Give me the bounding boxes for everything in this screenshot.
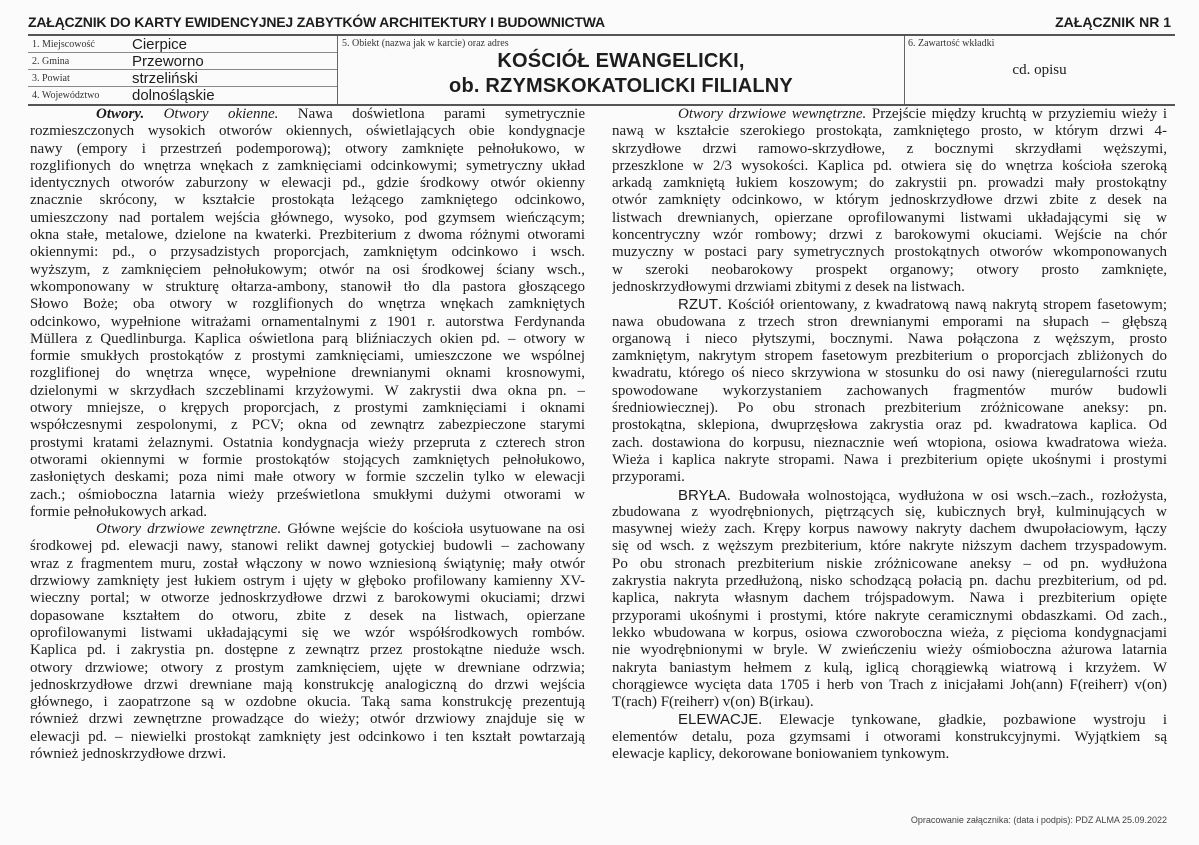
text-line: identycznych otworów zaburzony w elewacji pd., gdzie środkowy otwór okienny [30,175,585,192]
document-title: ZAŁĄCZNIK DO KARTY EWIDENCYJNEJ ZABYTKÓW ARCHITEKTURY I BUDOWNICTWA [28,14,605,30]
text-line: otworami okiennymi w formie prostokątów stojących zamkniętych pełnołukowo, [30,451,585,468]
field-value: dolnośląskie [132,87,215,104]
text-line: otwory mniejsze, o krępych proporcjach, z prostymi zamknięciami i oknami [30,400,585,417]
text-line: wraz z fragmentem muru, został włączony w nowo wzniesioną świątynię; mały otwór [30,555,585,572]
text-line: zamkniętym, nakrytym stropem fasetowym prezbiterium o proporcjach zbliżonych do [612,348,1167,365]
field-value: Przeworno [132,53,204,70]
text-line: organową i nieco płytszymi, bocznymi. Nawa połączona z węższym, prosto [612,330,1167,347]
text-line: T(rach) F(reiherr) v(on) B(irkau). [612,694,814,711]
text-line: rozglifionej do wnętrza wnęce, wypełnione drewnianymi oknami krosnowymi, [30,365,585,382]
text-line: głównego, i zaopatrzone są w ozdobne okucia. Taką sama konstrukcję prezentują [30,694,585,711]
field-county [28,70,337,87]
text-line: Słowo Boże; oba otwory w rozglifionych do wnętrza wnękach zamkniętych [30,296,585,313]
text-line: zbudowana z wyodrębnionych, piętrzących się, kubicznych brył, kulminujących w [612,503,1167,520]
text-line: oprofilowanymi listwami układającymi się we wzór współśrodkowych rombów. [30,624,585,641]
text-line: kwadratu, którego oś nieco skrzywiona w stosunku do osi nawy (nieregularności rzutu [612,365,1167,382]
text-run: . Budowała wolnostojąca, wydłużona w osi wsch.–zach., rozłożysta, [726,487,1167,504]
text-line [612,296,1167,313]
text-line: średniowiecznej). Po obu stronach prezbiterium zróżnicowane aneksy: pn. [612,400,1167,417]
text-line: wkomponowany w strukturę ołtarza-ambony, stanowił tło dla pastora głoszącego [30,278,585,295]
field-label: 3. Powiat [32,73,70,84]
text-run: . Elewacje tynkowane, gładkie, pozbawione wystroju i [758,712,1167,729]
text-run: Przejście między kruchtą w przyziemiu wieży i [871,106,1167,122]
text-line: nawą w kształcie szerokiego prostokąta, zamkniętego prosto, w którym drzwi 4- [612,123,1167,140]
field-value: Cierpice [132,36,188,53]
field-commune [28,53,337,70]
text-line: Müllera z Quedlinburga. Kaplica oświetlona parą bliźniaczych okien pd. – otwory w [30,330,585,347]
field-label: 2. Gmina [32,56,70,67]
field-value: strzeliński [132,70,198,87]
prepared-by-footer: Opracowanie załącznika: (data i podpis): PDZ ALMA 25.09.2022 [910,815,1167,825]
text-line: nawy (empory i przestrzeń podemporową); otwory zamknięte pełnołukowo, w [30,140,585,157]
text-line: lekko wbudowana w korpus, osiowa czworoboczna wieża, z pięcioma kondygnacjami [612,624,1167,641]
section-heading: ELEWACJE [678,711,759,729]
location-fields [28,36,337,104]
text-line: zach.; ośmioboczna latarnia wieży prześwietlona smukłymi dużymi otworami w [30,486,585,503]
text-line: listwach drewnianych, opierzane oprofilowanymi listwami układającymi się w [612,209,1167,226]
text-column-right [612,106,1167,763]
contents-cell [904,36,1175,104]
object-name-line2: ob. RZYMSKOKATOLICKI FILIALNY [449,75,793,97]
text-line: się od wsch. z węższym prezbiterium, które nakryte niższym dachem trzyspadowym. [612,538,1167,555]
text-line: przyporami ukośnymi i prostymi, które nakryte ceramicznymi obdaszkami. Od zach., [612,607,1167,624]
text-line: zasłoniętych deskami; poza nimi małe otwory w formie szczelin tylko w elewacji [30,469,585,486]
text-line: rozmieszczonych wysokich otworów okiennych, oświetlających obie kondygnacje [30,123,585,140]
contents-value: cd. opisu [1012,62,1067,78]
text-line: jednoskrzydłowe drzwi drewniane mają konstrukcję analogiczną do drzwi wejścia [30,676,585,693]
text-line: elementów detalu, poza gzymsami i otworami konstrukcyjnymi. Wyjątkiem są [612,728,1167,745]
text-line: otwory drzwiowe; otwory z prostym zamknięciem, ujęte w drewniane odrzwia; [30,659,585,676]
text-line [30,106,585,123]
field-locality [28,36,337,53]
text-line: umieszczony nad portalem wejścia głównego, wysoko, pod gzymsem wieńczącym; [30,209,585,226]
text-line: wieczny portal; w otworze jednoskrzydłowe drzwi z barokowymi okuciami; drzwi [30,590,585,607]
text-line: rozglifionych do wnętrza wnękach z zamknięciami odcinkowymi; symetryczny układ [30,157,585,174]
text-line: skrzydłowe drzwi ramowo-skrzydłowe, z bocznymi skrzydłami węższymi, [612,140,1167,157]
section-heading: Otwory okienne. [163,106,279,122]
text-line: dzielonymi w skrzydłach szczeblinami krzyżowymi. W zakrystii dwa okna pn. – [30,382,585,399]
text-line: nakryta baniastym hełmem z kulą, iglicą chorągiewką wiatrową i krzyżem. W [612,659,1167,676]
text-line: okiennymi: pd., o przysadzistych proporcjach, zamkniętym odcinkowo i wsch. [30,244,585,261]
text-line [612,711,1167,728]
text-line: przyporami. [612,469,685,486]
text-line: formie pełnołukowych arkad. [30,503,208,520]
text-line: koncentryczny wzór rombowy; drzwi z barokowymi okuciami. Wejście na chór [612,227,1167,244]
paragraph [612,106,1167,296]
text-line: arkadą zamkniętą łukiem koszowym; do zakrystii pn. prowadzi mały prostokątny [612,175,1167,192]
text-line: również drzwi zewnętrzne prowadzące do wieży; otwór drzwiowy znajduje się w [30,711,585,728]
text-line: odcinkowo, wypełnione witrażami ornamentalnymi z 1901 r. autorstwa Ferdynanda [30,313,585,330]
text-run: . Kościół orientowany, z kwadratową nawą nakrytą stropem fasetowym; [718,297,1167,314]
text-line: zach. dostawiona do korpusu, nieznacznie weń wtopiona, osiowa kwadratowa wieża. [612,434,1167,451]
text-line: drzwiowy zamknięty jest łukiem ostrym i ujęty w głęboko profilowany kamienny XV- [30,573,585,590]
text-line: formie smukłych prostokątów z prostymi zamknięciami, umieszczone we wspólnej [30,348,585,365]
text-line [612,487,1167,504]
text-line: w szeroki neobarokowy prospekt organowy; otwory prosto zamknięte, [612,261,1167,278]
object-name-line1: KOŚCIÓŁ EWANGELICKI, [497,50,745,72]
text-line: prostokątna, sklepiona, dwuprzęsłowa zakrystia oraz pd. kwadratowa kaplica. Od [612,417,1167,434]
text-line: spowodowane wykorzystaniem zachowanych fragmentów murów budowli [612,382,1167,399]
section-heading: Otwory drzwiowe wewnętrzne. [678,106,867,122]
text-line: muzyczny w postaci pary symetrycznych prostokątnych otworów wkomponowanych [612,244,1167,261]
text-line: kaplica, nakryta własnym dachem trójspadowym. Nawa i prezbiterium opięte [612,590,1167,607]
section-heading: RZUT [678,296,718,314]
text-line: Wieża i kaplica nakryte stropami. Nawa i prezbiterium opięte ukośnymi i prostymi [612,451,1167,468]
field-label: 4. Województwo [32,90,100,101]
text-line: nawa obudowana z trzech stron drewnianymi emporami na słupach – głębszą [612,313,1167,330]
text-line: zakrystia nakryta przedłużoną, nisko schodzącą połacią pn. dachu prezbiterium, od pd. [612,573,1167,590]
text-line: elewacji pd. – niewielki prostokąt zamknięty jest odcinkowo i ten kształt powtarzają [30,728,585,745]
text-line: masywnej wieży zach. Krępy korpus nawowy nakryty dachem dwupołaciowym, łączy [612,521,1167,538]
text-run: Nawa doświetlona parami symetrycznie [297,106,585,122]
text-line: Kaplica pd. i zakrystia pn. dostępne z zewnątrz przez prostokątne nieduże wsch. [30,642,585,659]
paragraph [30,521,585,763]
text-line: nie wyodrębnionymi w bryle. W zwieńczeniu wieży ośmioboczna ażurowa latarnia [612,642,1167,659]
record-card-header [28,34,1175,106]
text-line: okna stałe, metalowe, dzielone na kwaterki. Prezbiterium z dwoma różnymi otworami [30,227,585,244]
paragraph [612,296,1167,486]
text-line: środkowej pd. elewacji nawy, stanowi relikt dawnej gotyckiej budowli – zachowany [30,538,585,555]
text-line: znacznie skrócony, w kształcie prostokąta leżącego zamkniętego odcinkowo, [30,192,585,209]
text-line: również jednoskrzydłowe drzwi. [30,745,227,762]
text-line: elewacje kaplicy, dekorowane boniowaniem tynkowym. [612,745,950,762]
section-heading: Otwory. [96,106,145,122]
text-line: chorągiewce wycięta data 1705 i herb von Trach z inicjałami Joh(ann) F(reiherr) v(on) [612,676,1167,693]
attachment-number: ZAŁĄCZNIK NR 1 [1055,14,1171,30]
text-line [612,106,1167,123]
text-run: Główne wejście do kościoła usytuowane na osi [287,521,585,538]
text-line: prostymi kratami żelaznymi. Ostatnia kondygnacja wieży przepruta z czterech stron [30,434,585,451]
object-label: 5. Obiekt (nazwa jak w karcie) oraz adres [342,38,509,49]
field-label: 1. Miejscowość [32,39,95,50]
text-line: współczesnymi zespolonymi, z PCV; okna od zewnątrz zabezpieczone starymi [30,417,585,434]
text-line: przeszklone w 2/3 wysokości. Kaplica pd. otwiera się do wnętrza kościoła szeroką [612,157,1167,174]
text-line: otwór zamknięty odcinkowo, w którym jednoskrzydłowe drzwi zbite z desek na [612,192,1167,209]
paragraph [30,106,585,521]
text-line: wyższym, z zamknięciem pełnołukowym; otwór na osi środkowej ściany wsch., [30,261,585,278]
text-line: Po obu stronach prezbiterium niskie zróżnicowane aneksy – od pn. wydłużona [612,555,1167,572]
text-line: jednoskrzydłowymi drzwiami zbitymi z desek na listwach. [612,278,965,295]
paragraph [612,711,1167,763]
object-cell [337,36,905,104]
section-heading: BRYŁA [678,486,727,504]
field-voivodeship [28,87,337,104]
section-heading: Otwory drzwiowe zewnętrzne. [96,521,282,538]
text-line: dopasowane kształtem do otworu, zbite z desek na listwach, opierzane [30,607,585,624]
text-column-left [30,106,585,763]
text-line [30,521,585,538]
contents-label: 6. Zawartość wkładki [908,38,995,49]
paragraph [612,487,1167,712]
